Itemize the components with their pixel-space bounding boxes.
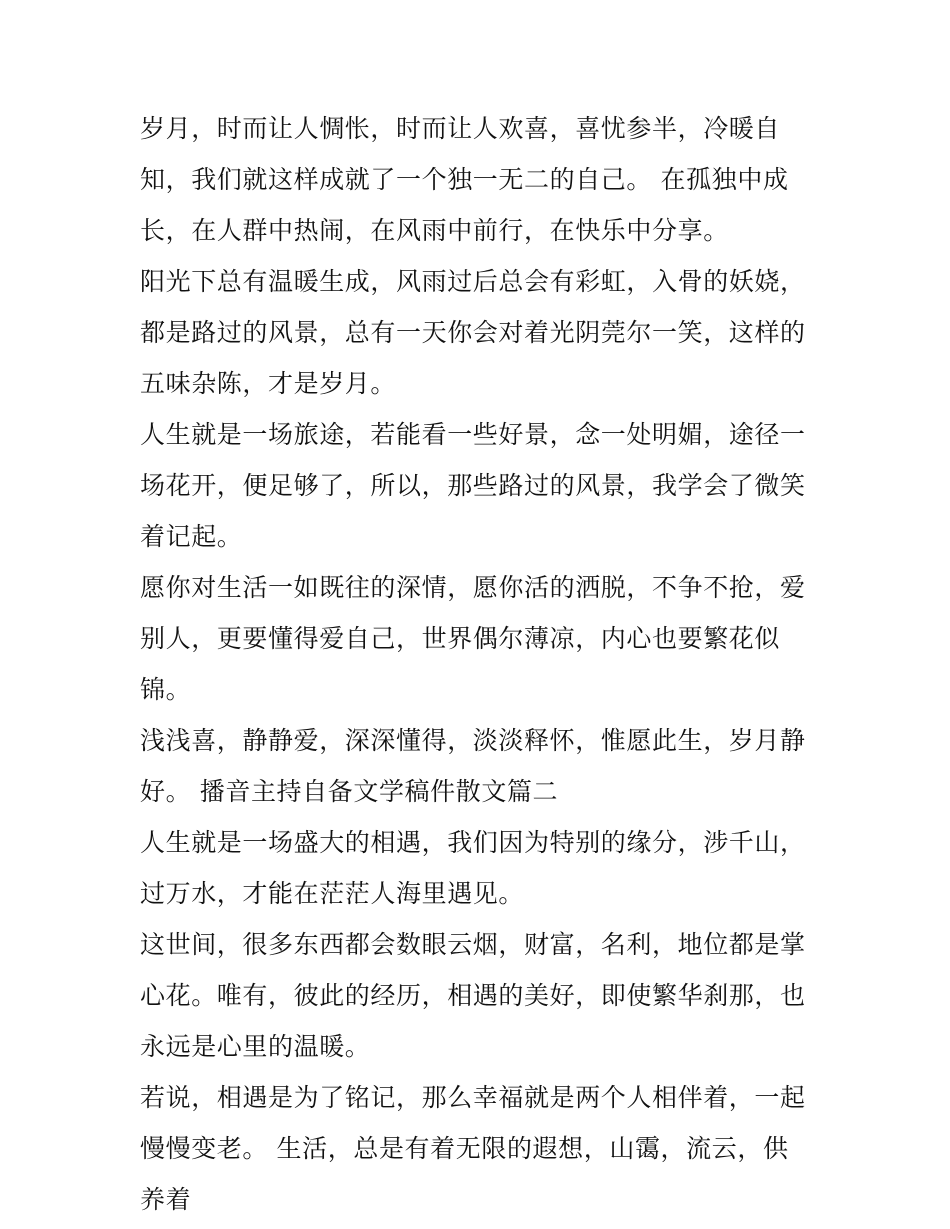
- paragraph-8: 若说，相遇是为了铭记，那么幸福就是两个人相伴着，一起慢慢变老。 生活，总是有着无限的遐想，山霭，流云，供养着: [140, 1083, 806, 1214]
- paragraph-1: 岁月，时而让人惆怅，时而让人欢喜，喜忧参半，冷暖自知，我们就这样成就了一个独一无二的自己。 在孤独中成长，在人群中热闹，在风雨中前行，在快乐中分享。: [140, 114, 789, 245]
- paragraph-5: 浅浅喜，静静爱，深深懂得，淡淡释怀，惟愿此生，岁月静好。 播音主持自备文学稿件散文篇二: [140, 726, 806, 806]
- paragraph-2: 阳光下总有温暖生成，风雨过后总会有彩虹，入骨的妖娆，都是路过的风景，总有一天你会对着光阴莞尔一笑，这样的五味杂陈，才是岁月。: [140, 267, 806, 398]
- paragraph-6: 人生就是一场盛大的相遇，我们因为特别的缘分，涉千山，过万水，才能在茫茫人海里遇见。: [140, 828, 806, 908]
- paragraph-4: 愿你对生活一如既往的深情，愿你活的洒脱，不争不抢，爱别人，更要懂得爱自己，世界偶尔薄凉，内心也要繁花似锦。: [140, 573, 806, 704]
- paragraph-3: 人生就是一场旅途，若能看一些好景，念一处明媚，途径一场花开，便足够了，所以，那些路过的风景，我学会了微笑着记起。: [140, 420, 806, 551]
- document-body: [140, 103, 813, 1225]
- paragraph-7: 这世间，很多东西都会数眼云烟，财富，名利，地位都是掌心花。唯有，彼此的经历，相遇的美好，即使繁华刹那，也永远是心里的温暖。: [140, 930, 806, 1061]
